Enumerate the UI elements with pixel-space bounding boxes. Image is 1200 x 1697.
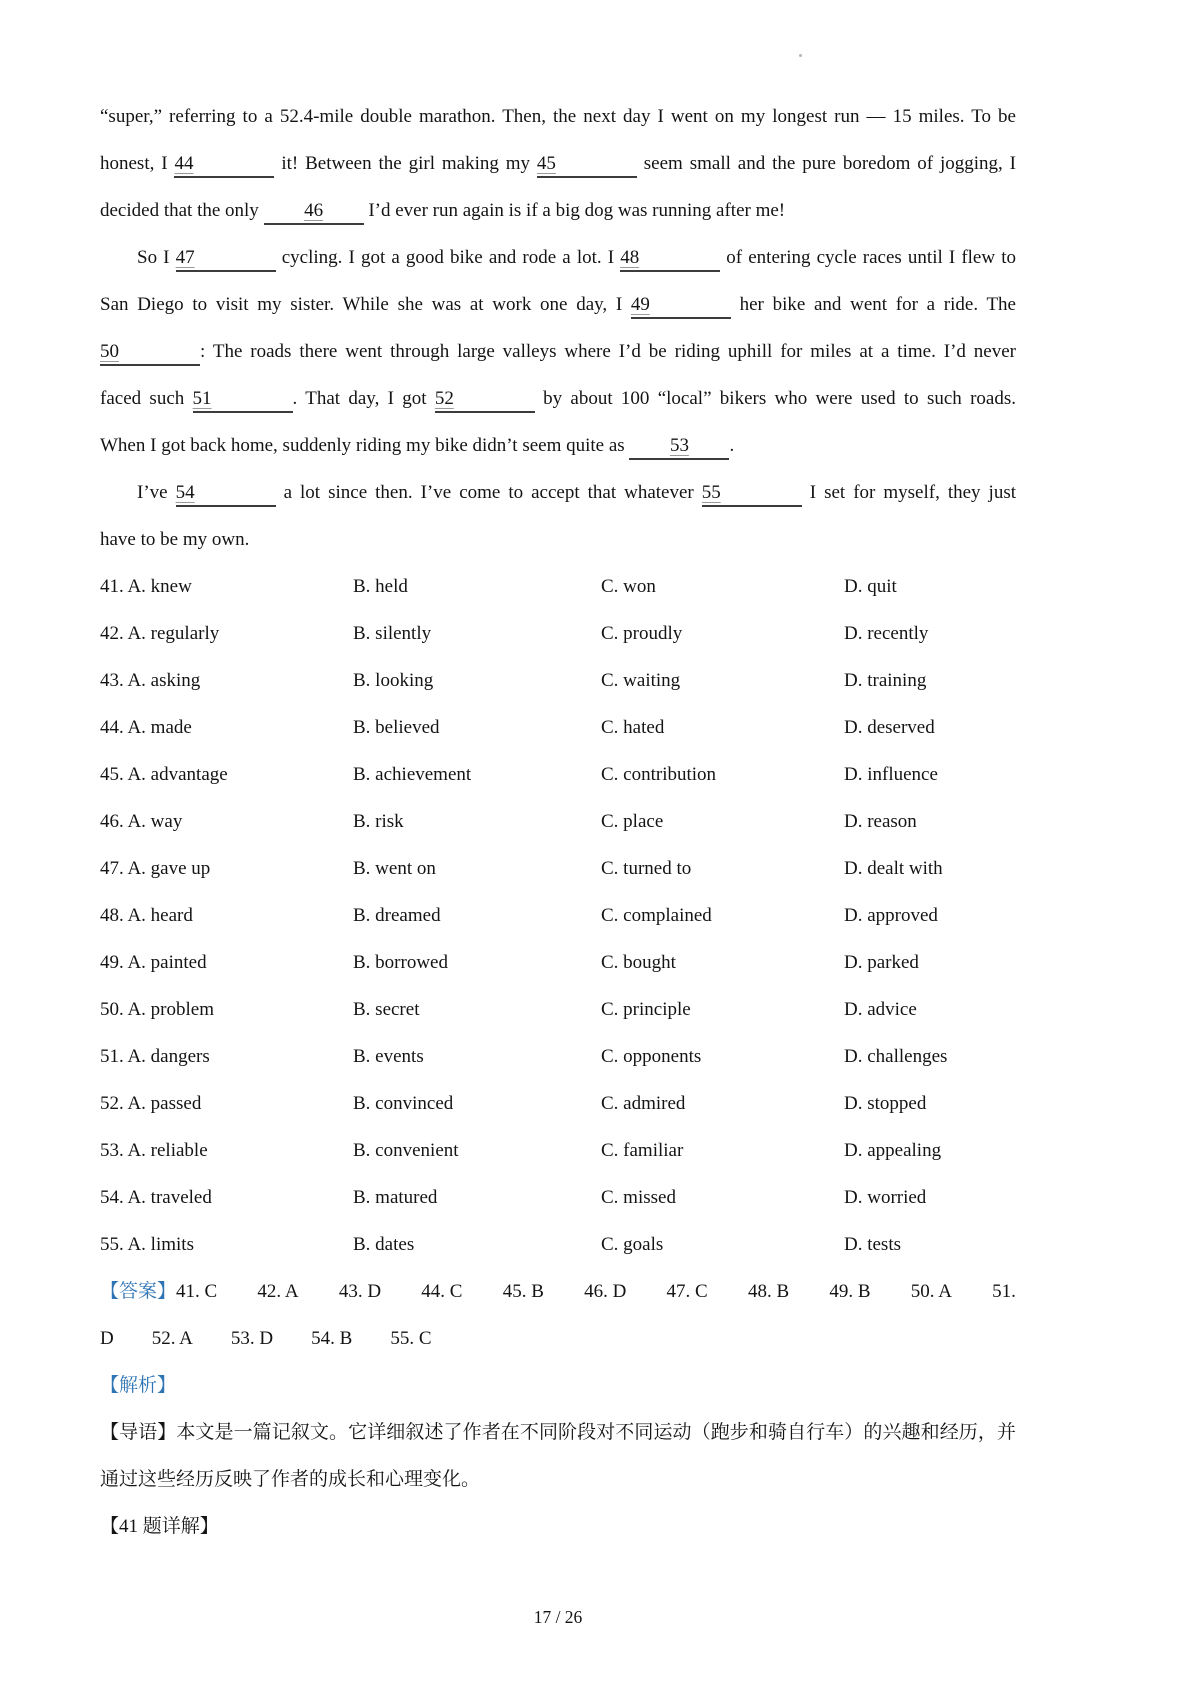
option-47-D: D. dealt with <box>844 858 943 879</box>
blank-53: 53 <box>629 434 729 460</box>
option-49-A: 49. A. painted <box>100 952 207 973</box>
option-55-D: D. tests <box>844 1234 901 1255</box>
answer-line-2 <box>100 1315 1016 1362</box>
passage-text: I’d ever run again is if a big dog was running after me! <box>363 200 786 221</box>
answer-label: 【答案】 <box>100 1281 177 1302</box>
option-51-B: B. events <box>353 1046 424 1067</box>
option-45-D: D. influence <box>844 764 938 785</box>
blank-54: 54 <box>176 481 276 507</box>
cloze-passage <box>100 93 1016 563</box>
blank-49: 49 <box>631 293 731 319</box>
option-row-50 <box>100 986 1016 1033</box>
option-43-D: D. training <box>844 670 927 691</box>
passage-text: a lot since then. I’ve come to accept that whatever <box>275 482 702 503</box>
passage-text: seem small and the pure boredom of jogging, I <box>636 153 1016 174</box>
blank-47: 47 <box>176 246 276 272</box>
option-52-D: D. stopped <box>844 1093 927 1114</box>
stray-dot <box>799 54 802 57</box>
option-45-A: 45. A. advantage <box>100 764 228 785</box>
option-55-B: B. dates <box>353 1234 415 1255</box>
answer-item: 51. <box>992 1281 1016 1302</box>
passage-text: it! Between the girl making my <box>274 153 537 174</box>
option-54-C: C. missed <box>601 1187 676 1208</box>
option-55-C: C. goals <box>601 1234 664 1255</box>
answer-item: 55. C <box>390 1328 432 1349</box>
answer-item: 48. B <box>747 1281 790 1302</box>
option-48-A: 48. A. heard <box>100 905 193 926</box>
blank-46: 46 <box>264 199 364 225</box>
blank-45: 45 <box>537 152 637 178</box>
option-row-48 <box>100 892 1016 939</box>
passage-text: of entering cycle races until I flew to <box>720 247 1016 268</box>
option-50-B: B. secret <box>353 999 420 1020</box>
option-49-C: C. bought <box>601 952 676 973</box>
option-43-B: B. looking <box>353 670 434 691</box>
option-41-D: D. quit <box>844 576 897 597</box>
option-46-B: B. risk <box>353 811 404 832</box>
blank-44: 44 <box>174 152 274 178</box>
option-49-D: D. parked <box>844 952 919 973</box>
option-row-47 <box>100 845 1016 892</box>
option-52-C: C. admired <box>601 1093 686 1114</box>
option-48-C: C. complained <box>601 905 712 926</box>
option-46-D: D. reason <box>844 811 917 832</box>
answer-item-text: 41. C <box>176 1281 218 1302</box>
option-44-B: B. believed <box>353 717 440 738</box>
analysis-section-label: 【解析】 <box>100 1375 177 1396</box>
option-row-44 <box>100 704 1016 751</box>
answer-item: 52. A <box>151 1328 193 1349</box>
answer-item: 54. B <box>311 1328 353 1349</box>
passage-text: by about 100 “local” bikers who were used to such roads. <box>534 388 1016 409</box>
option-row-53 <box>100 1127 1016 1174</box>
option-41-B: B. held <box>353 576 408 597</box>
option-53-B: B. convenient <box>353 1140 459 1161</box>
passage-text: : The roads there went through large valleys where I’d be riding uphill for miles at a time. I’d never <box>200 341 1016 362</box>
option-45-C: C. contribution <box>601 764 717 785</box>
passage-text: have to be my own. <box>100 529 250 550</box>
passage-line <box>100 93 1016 140</box>
option-51-C: C. opponents <box>601 1046 702 1067</box>
option-54-D: D. worried <box>844 1187 927 1208</box>
option-41-A: 41. A. knew <box>100 576 192 597</box>
intro-analysis-paragraph <box>100 1409 1016 1503</box>
intro-text: 本文是一篇记叙文。它详细叙述了作者在不同阶段对不同运动（跑步和骑自行车）的兴趣和经历，并通过这些经历反映了作者的成长和心理变化。 <box>100 1422 1016 1490</box>
answer-item: D <box>100 1328 114 1349</box>
passage-text: faced such <box>100 388 193 409</box>
passage-text: So I <box>137 247 176 268</box>
option-row-46 <box>100 798 1016 845</box>
answer-item: 53. D <box>230 1328 274 1349</box>
option-55-A: 55. A. limits <box>100 1234 194 1255</box>
option-41-C: C. won <box>601 576 656 597</box>
option-row-55 <box>100 1221 1016 1268</box>
option-54-B: B. matured <box>353 1187 438 1208</box>
option-51-D: D. challenges <box>844 1046 948 1067</box>
passage-line <box>100 375 1016 422</box>
option-45-B: B. achievement <box>353 764 472 785</box>
answer-item: 49. B <box>829 1281 871 1302</box>
blank-55: 55 <box>702 481 802 507</box>
option-row-41 <box>100 563 1016 610</box>
blank-50: 50 <box>100 340 200 366</box>
option-48-D: D. approved <box>844 905 938 926</box>
passage-text: cycling. I got a good bike and rode a lot. I <box>275 247 621 268</box>
option-51-A: 51. A. dangers <box>100 1046 210 1067</box>
option-50-A: 50. A. problem <box>100 999 214 1020</box>
option-46-C: C. place <box>601 811 664 832</box>
option-44-C: C. hated <box>601 717 665 738</box>
passage-line <box>100 234 1016 281</box>
answer-item: 46. D <box>584 1281 627 1302</box>
passage-text: I’ve <box>137 482 176 503</box>
passage-line <box>100 187 1016 234</box>
blank-51: 51 <box>193 387 293 413</box>
option-43-C: C. waiting <box>601 670 681 691</box>
option-42-B: B. silently <box>353 623 432 644</box>
option-44-A: 44. A. made <box>100 717 192 738</box>
answer-item: 45. B <box>502 1281 544 1302</box>
passage-line <box>100 281 1016 328</box>
option-47-C: C. turned to <box>601 858 692 879</box>
passage-text: honest, I <box>100 153 175 174</box>
passage-text: “super,” referring to a 52.4-mile double marathon. Then, the next day I went on my longest run — 15 miles. To be <box>100 106 1016 127</box>
option-54-A: 54. A. traveled <box>100 1187 212 1208</box>
answer-line-1 <box>100 1268 1016 1315</box>
intro-label: 【导语】 <box>100 1422 177 1443</box>
passage-line <box>100 469 1016 516</box>
page-content <box>100 93 1016 1550</box>
answer-item: 47. C <box>666 1281 708 1302</box>
option-row-52 <box>100 1080 1016 1127</box>
option-row-54 <box>100 1174 1016 1221</box>
option-50-D: D. advice <box>844 999 917 1020</box>
options-table <box>100 563 1016 1268</box>
option-53-C: C. familiar <box>601 1140 684 1161</box>
answer-item: 50. A <box>910 1281 952 1302</box>
passage-line <box>100 516 1016 563</box>
option-49-B: B. borrowed <box>353 952 448 973</box>
passage-line <box>100 328 1016 375</box>
passage-text: . That day, I got <box>292 388 435 409</box>
option-53-A: 53. A. reliable <box>100 1140 208 1161</box>
page-number: 17 / 26 <box>533 1607 583 1627</box>
option-50-C: C. principle <box>601 999 691 1020</box>
option-row-51 <box>100 1033 1016 1080</box>
option-42-C: C. proudly <box>601 623 683 644</box>
option-row-49 <box>100 939 1016 986</box>
passage-text: her bike and went for a ride. The <box>730 294 1016 315</box>
passage-text: I set for myself, they just <box>801 482 1016 503</box>
option-52-B: B. convinced <box>353 1093 454 1114</box>
option-row-42 <box>100 610 1016 657</box>
q41-detail-label: 【41 题详解】 <box>100 1516 219 1537</box>
answer-item: 44. C <box>421 1281 463 1302</box>
passage-text: decided that the only <box>100 200 264 221</box>
answer-item <box>100 1268 217 1315</box>
option-48-B: B. dreamed <box>353 905 441 926</box>
passage-text: When I got back home, suddenly riding my bike didn’t seem quite as <box>100 435 630 456</box>
option-row-43 <box>100 657 1016 704</box>
passage-text: San Diego to visit my sister. While she was at work one day, I <box>100 294 631 315</box>
blank-52: 52 <box>435 387 535 413</box>
passage-text: . <box>729 435 735 456</box>
answer-item: 43. D <box>338 1281 382 1302</box>
option-47-A: 47. A. gave up <box>100 858 211 879</box>
option-53-D: D. appealing <box>844 1140 942 1161</box>
option-44-D: D. deserved <box>844 717 935 738</box>
option-47-B: B. went on <box>353 858 436 879</box>
option-42-A: 42. A. regularly <box>100 623 220 644</box>
passage-line <box>100 140 1016 187</box>
blank-48: 48 <box>620 246 720 272</box>
option-46-A: 46. A. way <box>100 811 183 832</box>
passage-line <box>100 422 1016 469</box>
answer-item: 42. A <box>257 1281 299 1302</box>
option-row-45 <box>100 751 1016 798</box>
option-42-D: D. recently <box>844 623 929 644</box>
option-43-A: 43. A. asking <box>100 670 201 691</box>
option-52-A: 52. A. passed <box>100 1093 202 1114</box>
